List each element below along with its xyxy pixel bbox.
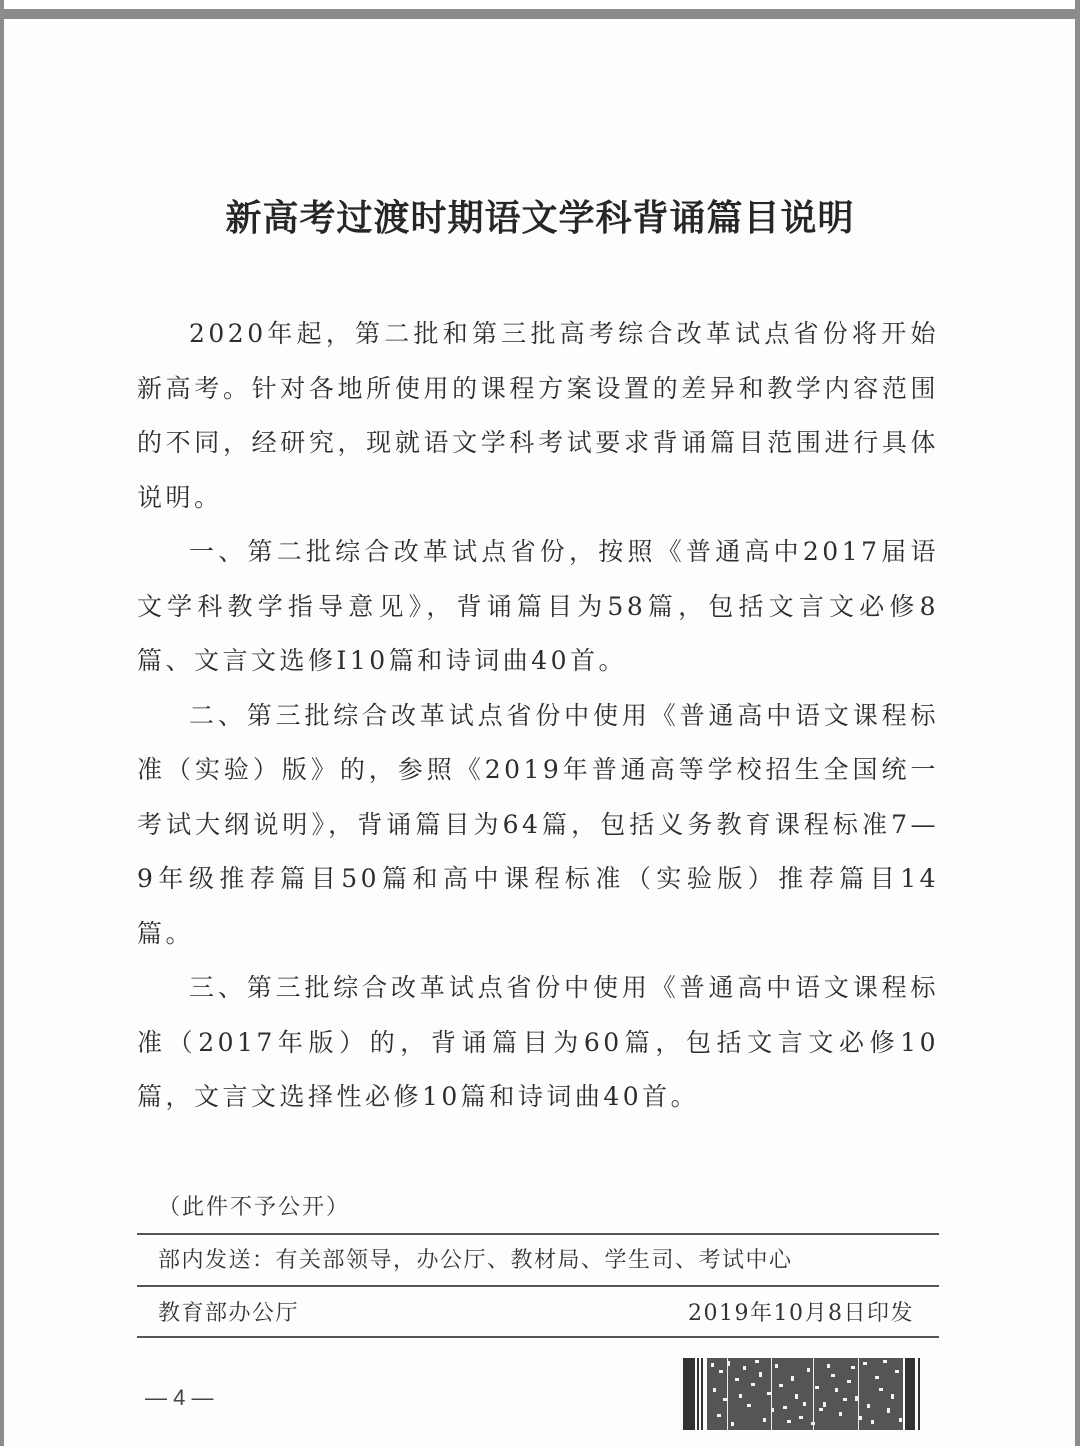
divider-rule [137, 1336, 939, 1338]
item-one-paragraph: 一、第二批综合改革试点省份，按照《普通高中2017届语文学科教学指导意见》，背诵篇目为58篇，包括文言文必修8篇、文言文选修I10篇和诗词曲40首。 [137, 537, 939, 675]
issue-date: 2019年10月8日印发 [688, 1301, 914, 1326]
document-title: 新高考过渡时期语文学科背诵篇目说明 [225, 198, 855, 239]
document-body [137, 307, 939, 1125]
distribution-list: 部内发送：有关部领导，办公厅、教材局、学生司、考试中心 [158, 1248, 793, 1273]
divider-rule [137, 1285, 939, 1287]
page-number: — 4 — [145, 1385, 214, 1410]
item-three-paragraph: 三、第三批综合改革试点省份中使用《普通高中语文课程标准（2017年版）的，背诵篇目为60篇，包括文言文必修10篇，文言文选择性必修10篇和诗词曲40首。 [137, 973, 939, 1111]
photo-frame-top-edge [0, 9, 1080, 19]
divider-rule [137, 1233, 939, 1235]
intro-paragraph: 2020年起，第二批和第三批高考综合改革试点省份将开始新高考。针对各地所使用的课程方案设置的差异和教学内容范围的不同，经研究，现就语文学科考试要求背诵篇目范围进行具体说明。 [137, 319, 939, 512]
item-two-paragraph: 二、第三批综合改革试点省份中使用《普通高中语文课程标准（实验）版》的，参照《2019年普通高等学校招生全国统一考试大纲说明》，背诵篇目为64篇，包括义务教育课程标准7—9年级推荐篇目50篇和高中课程标准（实验版）推荐篇目14篇。 [137, 700, 939, 948]
pdf417-barcode-icon [683, 1358, 923, 1430]
confidentiality-notice: （此件不予公开） [158, 1195, 351, 1220]
issuing-office: 教育部办公厅 [158, 1301, 300, 1326]
